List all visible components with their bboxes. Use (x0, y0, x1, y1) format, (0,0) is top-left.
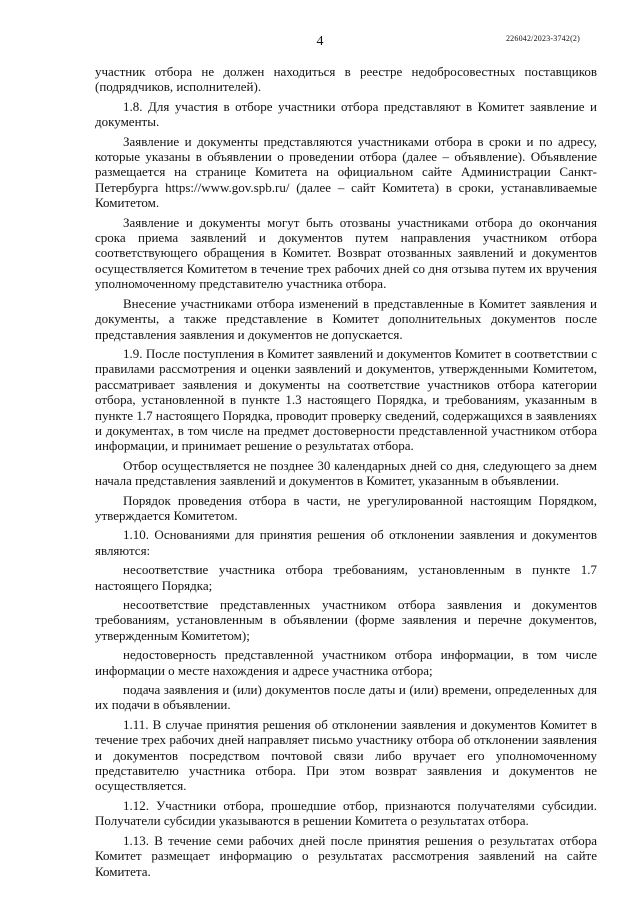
paragraph-procedure-approval: Порядок проведения отбора в части, не урегулированной настоящим Порядком, утверждается Комитетом. (95, 492, 597, 523)
list-item-reason-4: подача заявления и (или) документов после даты и (или) времени, определенных для их подачи в объявлении. (95, 682, 597, 713)
paragraph-1-12: 1.12. Участники отбора, прошедшие отбор, признаются получателями субсидии. Получатели субсидии указываются в решении Комитета о результатах отбора. (95, 797, 597, 829)
paragraph-1-9: 1.9. После поступления в Комитет заявлений и документов Комитет в соответствии с правилами рассмотрения и оценки заявлений и документов, утвержденными Комитетом, рассматривает заявления и документы на соответствие участников отбора категории отбора, установленной в пункте 1.3 настоящего Порядка, и требованиям, указанным в пункте 1.7 настоящего Порядка, проводит проверку сведений, содержащихся в заявлениях и документах, в том числе на предмет достоверности представленной участником отбора информации, и принимает решение о результатах отбора. (95, 345, 597, 454)
list-item-reason-2: несоответствие представленных участником отбора заявления и документов требованиям, установленным в объявлении (форме заявления и перечне документов, утвержденным Комитетом); (95, 597, 597, 643)
page-number: 4 (316, 34, 324, 49)
document-number: 226042/2023-3742(2) (505, 34, 580, 43)
paragraph-1-10: 1.10. Основаниями для принятия решения об отклонении заявления и документов являются: (95, 527, 597, 558)
paragraph-submission-terms: Заявление и документы представляются участниками отбора в сроки и по адресу, которые указаны в объявлении о проведении отбора (далее – объявление). Объявление размещается на странице Комитета на официальном сайте Администрации Санкт-Петербурга https://www.gov.spb.ru/ (далее – сайт Комитета) в сроки, устанавливаемые Комитетом. (95, 133, 597, 211)
paragraph-1-8: 1.8. Для участия в отборе участники отбора представляют в Комитет заявление и документы. (95, 98, 597, 130)
document-body (95, 64, 597, 883)
list-item-reason-1: несоответствие участника отбора требованиям, установленным в пункте 1.7 настоящего Порядка; (95, 562, 597, 593)
paragraph-changes-not-allowed: Внесение участниками отбора изменений в представленные в Комитет заявления и документы, а также представление в Комитет дополнительных документов после представления заявления и документов не допускается. (95, 295, 597, 342)
paragraph-1-13: 1.13. В течение семи рабочих дней после принятия решения о результатах отбора Комитет размещает информацию о результатах рассмотрения заявлений на сайте Комитета. (95, 832, 597, 879)
paragraph-continuation: участник отбора не должен находиться в реестре недобросовестных поставщиков (подрядчиков, исполнителей). (95, 64, 597, 95)
paragraph-selection-deadline: Отбор осуществляется не позднее 30 календарных дней со дня, следующего за днем начала представления заявлений и документов в Комитет, указанным в объявлении. (95, 457, 597, 489)
list-item-reason-3: недостоверность представленной участником отбора информации, в том числе информации о месте нахождения и адресе участника отбора; (95, 647, 597, 678)
paragraph-1-11: 1.11. В случае принятия решения об отклонении заявления и документов Комитет в течение трех рабочих дней направляет письмо участнику отбора об отклонении заявления и документов посредством почтовой связи либо вручает его уполномоченному представителю участника отбора. При этом возврат заявления и документов не осуществляется. (95, 716, 597, 794)
paragraph-withdrawal: Заявление и документы могут быть отозваны участниками отбора до окончания срока приема заявлений и документов путем направления участником отбора соответствующего обращения в Комитет. Возврат отозванных заявлений и документов осуществляется Комитетом в течение трех рабочих дней со дня отзыва путем их вручения уполномоченному представителю участника отбора. (95, 214, 597, 292)
